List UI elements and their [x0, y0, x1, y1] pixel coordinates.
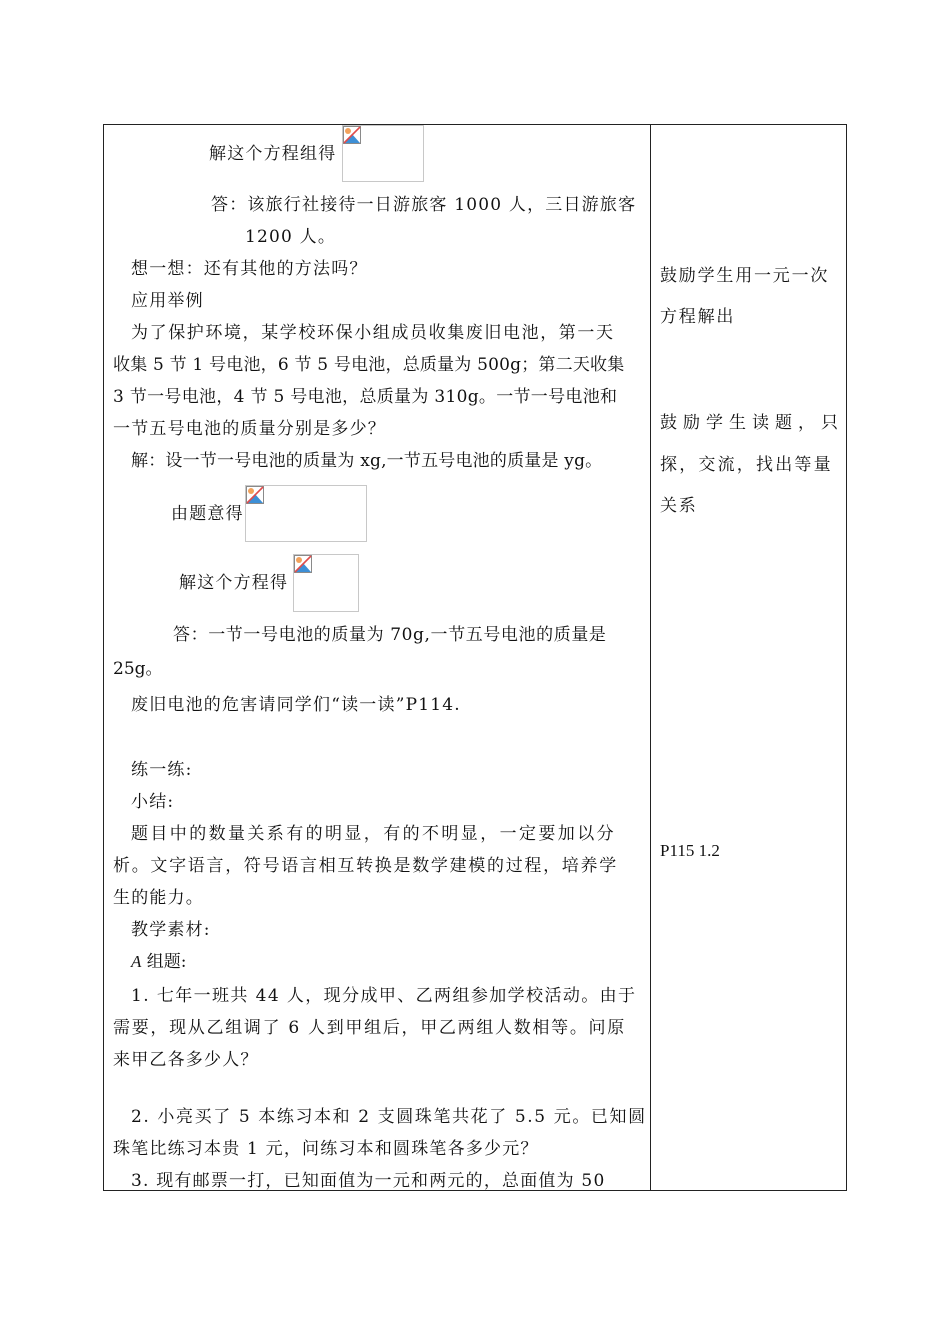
text-line: 题目中的数量关系有的明显，有的不明显，一定要加以分: [131, 824, 616, 844]
text-line: 收集 5 节 1 号电池，6 节 5 号电池，总质量为 500g；第二天收集: [113, 355, 625, 375]
group-label: 组题:: [141, 952, 187, 972]
text-line: 小结:: [131, 792, 175, 812]
text-line: 答：一节一号电池的质量为 70g,一节五号电池的质量是: [173, 625, 607, 645]
text-line: 答：该旅行社接待一日游旅客 1000 人，三日游旅客: [211, 195, 637, 215]
broken-image-icon: [294, 555, 312, 573]
text-line: 一节五号电池的质量分别是多少？: [113, 419, 386, 439]
text-line: 解这个方程得: [179, 573, 289, 593]
group-letter: A: [131, 952, 142, 971]
text-line: 教学素材:: [131, 920, 211, 940]
text-line: 3 节一号电池，4 节 5 号电池，总质量为 310g。一节一号电池和: [113, 387, 618, 407]
text-line: 由题意得: [171, 504, 244, 524]
text-line: [131, 951, 187, 973]
text-line: 析。文字语言，符号语言相互转换是数学建模的过程，培养学: [113, 856, 618, 876]
equation-image: [342, 125, 424, 182]
text-line: 解这个方程组得: [209, 144, 337, 164]
text-line: 需要，现从乙组调了 6 人到甲组后，甲乙两组人数相等。问原: [113, 1018, 626, 1038]
column-divider: [650, 124, 651, 1191]
note-line: 鼓励学生用一元一次: [660, 266, 830, 286]
note-line: 鼓励学生读题，只: [660, 413, 844, 433]
equation-image: [245, 485, 367, 542]
note-line: 方程解出: [660, 307, 736, 327]
broken-image-icon: [246, 486, 264, 504]
text-line: 来甲乙各多少人？: [113, 1050, 259, 1070]
text-line: 25g。: [113, 659, 163, 679]
text-line: 生的能力。: [113, 888, 204, 908]
text-line: 1200 人。: [245, 227, 337, 247]
text-line: 为了保护环境，某学校环保小组成员收集废旧电池，第一天: [131, 323, 615, 343]
note-line: P115 1.2: [660, 841, 720, 860]
equation-image: [293, 554, 359, 612]
broken-image-icon: [343, 126, 361, 144]
text-line: 2. 小亮买了 5 本练习本和 2 支圆珠笔共花了 5.5 元。已知圆: [131, 1107, 647, 1127]
text-line: 废旧电池的危害请同学们“读一读”P114.: [131, 695, 461, 715]
note-line: 关系: [660, 496, 698, 516]
text-line: 想一想：还有其他的方法吗？: [131, 259, 368, 279]
text-line: 应用举例: [131, 291, 204, 311]
text-line: 3. 现有邮票一打，已知面值为一元和两元的，总面值为 50: [131, 1171, 606, 1191]
note-line: 探，交流，找出等量: [660, 455, 833, 475]
text-line: 珠笔比练习本贵 1 元，问练习本和圆珠笔各多少元？: [113, 1139, 539, 1159]
text-line: 1. 七年一班共 44 人，现分成甲、乙两组参加学校活动。由于: [131, 986, 637, 1006]
text-line: 解：设一节一号电池的质量为 xg,一节五号电池的质量是 yg。: [131, 451, 603, 471]
text-line: 练一练:: [131, 760, 193, 780]
